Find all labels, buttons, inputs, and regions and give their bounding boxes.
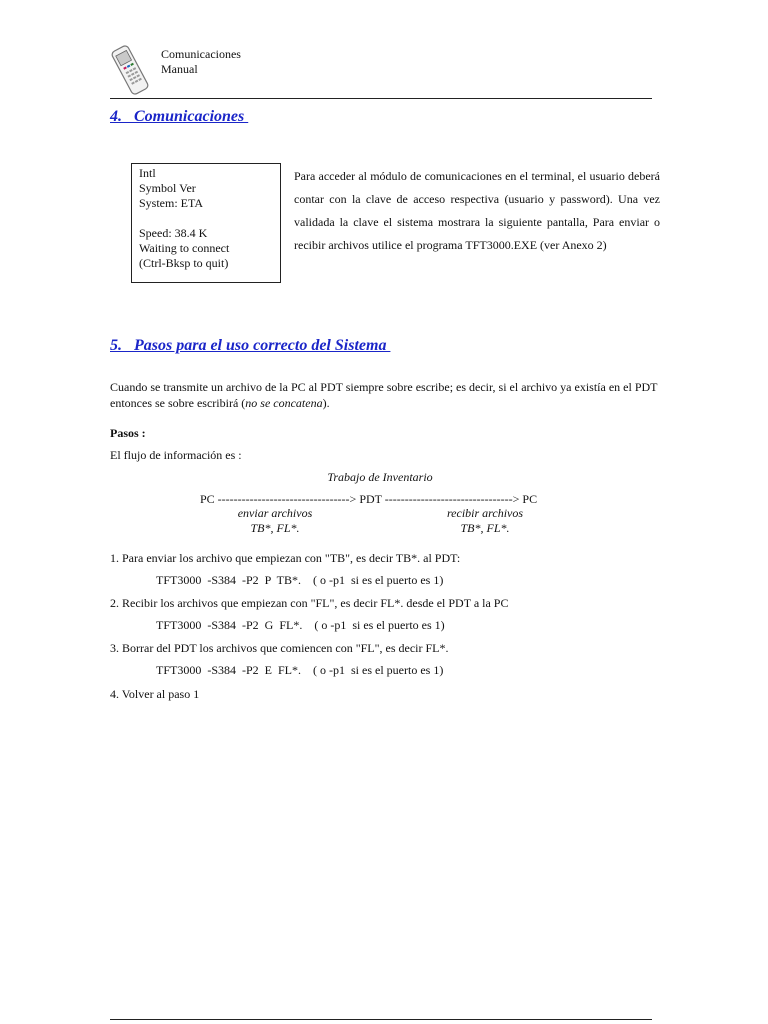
flow-title: Trabajo de Inventario bbox=[327, 470, 433, 484]
flow-send-label bbox=[205, 506, 345, 536]
intro-italic: no se concatena bbox=[245, 396, 323, 410]
flow-send-files: TB*, FL*. bbox=[250, 521, 300, 535]
step-4-text: 4. Volver al paso 1 bbox=[110, 687, 200, 701]
intro-end: ). bbox=[322, 396, 330, 410]
intro-text: Cuando se transmite un archivo de la PC al PDT siempre sobre escribe; es decir, si el archivo ya existía en el PDT entonces se sobre escribirá ( bbox=[110, 380, 658, 410]
step-3-text: 3. Borrar del PDT los archivos que comiencen con "FL", es decir FL*. bbox=[110, 641, 449, 655]
header-title: Comunicaciones bbox=[161, 47, 241, 61]
terminal-screen-box bbox=[131, 163, 281, 283]
pasos-label: Pasos : bbox=[110, 426, 146, 440]
screen-line: Speed: 38.4 K bbox=[139, 226, 208, 240]
section-5-heading: 5. Pasos para el uso correcto del Sistema bbox=[110, 337, 391, 354]
step-1-text: 1. Para enviar los archivo que empiezan con "TB", es decir TB*. al PDT: bbox=[110, 551, 461, 565]
step-2-command: TFT3000 -S384 -P2 G FL*. ( o -p1 si es el puerto es 1) bbox=[156, 618, 445, 632]
header-subtitle: Manual bbox=[161, 62, 198, 76]
page-header bbox=[161, 47, 241, 77]
step-3-command: TFT3000 -S384 -P2 E FL*. ( o -p1 si es el puerto es 1) bbox=[156, 663, 444, 677]
step-2-text: 2. Recibir los archivos que empiezan con "FL", es decir FL*. desde el PDT a la PC bbox=[110, 596, 509, 610]
screen-line: Waiting to connect bbox=[139, 241, 230, 255]
flow-receive-text: recibir archivos bbox=[446, 506, 524, 520]
screen-line: (Ctrl-Bksp to quit) bbox=[139, 256, 229, 270]
flow-label: El flujo de información es : bbox=[110, 448, 242, 462]
header-divider bbox=[110, 98, 652, 99]
flow-send-text: enviar archivos bbox=[237, 506, 313, 520]
screen-line: Symbol Ver bbox=[139, 181, 196, 195]
screen-line: System: ETA bbox=[139, 196, 204, 210]
screen-line bbox=[139, 211, 273, 226]
flow-line: PC ---------------------------------> PDT --------------------------------> PC bbox=[200, 492, 538, 506]
flow-receive-files: TB*, FL*. bbox=[460, 521, 510, 535]
section-4-heading: 4. Comunicaciones bbox=[110, 108, 249, 125]
footer-divider bbox=[110, 1019, 652, 1020]
step-1-command: TFT3000 -S384 -P2 P TB*. ( o -p1 si es el puerto es 1) bbox=[156, 573, 444, 587]
handheld-terminal-icon bbox=[108, 44, 152, 96]
section-4-description: Para acceder al módulo de comunicaciones en el terminal, el usuario deberá contar con la clave de acceso respectiva (usuario y password). Una vez validada la clave el sistema mostrara la siguiente pantalla, Para enviar o recibir archivos utilice el programa TFT3000.EXE (ver Anexo 2) bbox=[294, 169, 660, 252]
section-5-intro bbox=[110, 379, 662, 411]
flow-receive-label bbox=[415, 506, 555, 536]
screen-line: Intl bbox=[139, 166, 156, 180]
